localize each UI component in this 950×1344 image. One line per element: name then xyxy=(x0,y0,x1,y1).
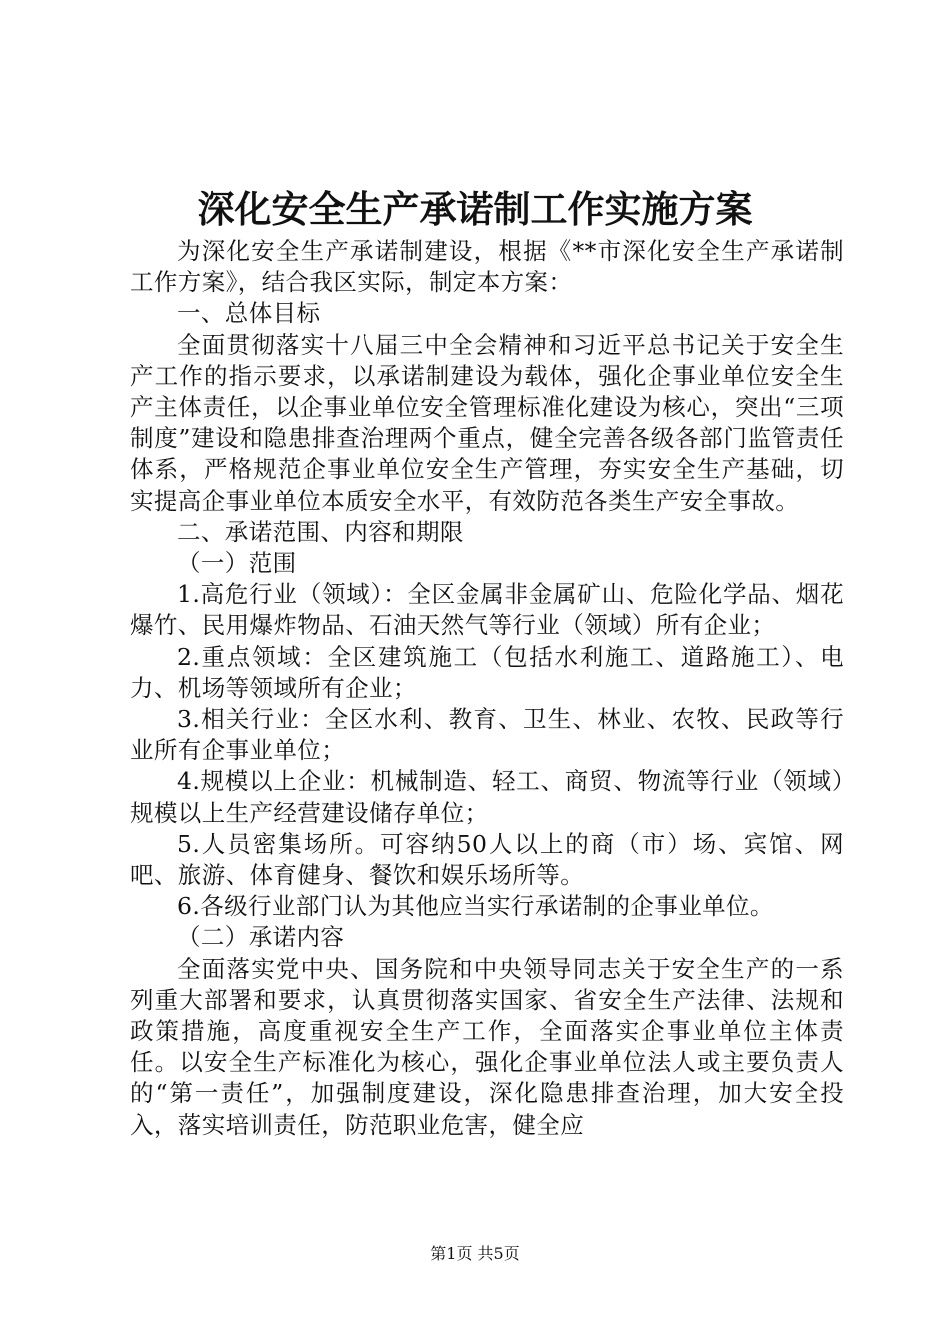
paragraph: 为深化安全生产承诺制建设，根据《**市深化安全生产承诺制工作方案》，结合我区实际，制定本方案： xyxy=(130,237,844,297)
paragraph: 全面落实党中央、国务院和中央领导同志关于安全生产的一系列重大部署和要求，认真贯彻落实国家、省安全生产法律、法规和政策措施，高度重视安全生产工作，全面落实企事业单位主体责任。以安全生产标准化为核心，强化企事业单位法人或主要负责人的“第一责任”，加强制度建设，深化隐患排查治理，加大安全投入，落实培训责任，防范职业危害，健全应 xyxy=(130,954,844,1139)
page-number-footer: 第1页 共5页 xyxy=(430,1244,520,1263)
document-title: 深化安全生产承诺制工作实施方案 xyxy=(197,187,753,231)
paragraph: 4.规模以上企业：机械制造、轻工、商贸、物流等行业（领域）规模以上生产经营建设储存单位； xyxy=(130,767,844,827)
document-body xyxy=(130,236,844,1141)
paragraph: 2.重点领域：全区建筑施工（包括水利施工、道路施工）、电力、机场等领域所有企业； xyxy=(130,642,844,702)
section-heading: （二）承诺内容 xyxy=(177,923,345,952)
section-heading: 二、承诺范围、内容和期限 xyxy=(177,517,464,546)
paragraph: 5.人员密集场所。可容纳50人以上的商（市）场、宾馆、网吧、旅游、体育健身、餐饮和娱乐场所等。 xyxy=(130,829,844,890)
section-heading: 一、总体目标 xyxy=(177,299,321,328)
section-heading: （一）范围 xyxy=(177,549,297,578)
paragraph: 6.各级行业部门认为其他应当实行承诺制的企事业单位。 xyxy=(177,892,774,921)
paragraph: 全面贯彻落实十八届三中全会精神和习近平总书记关于安全生产工作的指示要求，以承诺制建设为载体，强化企事业单位安全生产主体责任，以企事业单位安全管理标准化建设为核心，突出“三项制度”建设和隐患排查治理两个重点，健全完善各级各部门监管责任体系，严格规范企事业单位安全生产管理，夯实安全生产基础，切实提高企事业单位本质安全水平，有效防范各类生产安全事故。 xyxy=(130,330,844,515)
paragraph: 1.高危行业（领域）：全区金属非金属矿山、危险化学品、烟花爆竹、民用爆炸物品、石油天然气等行业（领域）所有企业； xyxy=(130,580,844,640)
paragraph: 3.相关行业：全区水利、教育、卫生、林业、农牧、民政等行业所有企事业单位； xyxy=(130,705,844,765)
